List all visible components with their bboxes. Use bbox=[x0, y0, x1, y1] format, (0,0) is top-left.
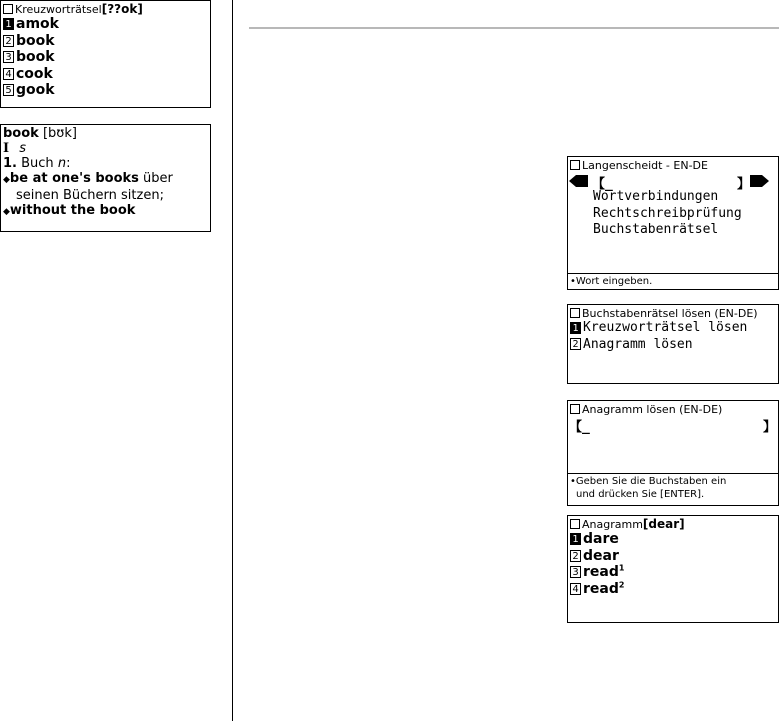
screen-title bbox=[568, 305, 778, 320]
menu-item-kreuzwortraetsel[interactable] bbox=[568, 320, 778, 337]
crossword-results-screen bbox=[0, 0, 211, 108]
query-label: [dear] bbox=[642, 516, 685, 531]
item-number: 3 bbox=[3, 51, 14, 63]
item-word: read bbox=[583, 580, 619, 597]
menu-item-wortverbindungen[interactable]: Wortverbindungen bbox=[593, 189, 719, 204]
puzzle-solver-screen bbox=[567, 304, 779, 384]
homograph-number: 1 bbox=[618, 563, 625, 573]
item-label: Kreuzworträtsel lösen bbox=[583, 320, 748, 335]
divider bbox=[568, 273, 778, 274]
item-number: 2 bbox=[570, 338, 581, 350]
input-close-bracket: 】 bbox=[737, 177, 751, 192]
entry-sense bbox=[3, 156, 208, 171]
headword: book bbox=[3, 126, 39, 141]
book-icon bbox=[570, 160, 580, 170]
item-word: cook bbox=[16, 65, 53, 82]
dictionary-entry-screen bbox=[0, 124, 211, 232]
status-hint-line-2: und drücken Sie [ENTER]. bbox=[576, 489, 705, 500]
entry-headline bbox=[3, 126, 208, 141]
screen-title bbox=[568, 157, 778, 172]
menu-item-rechtschreibpruefung[interactable]: Rechtschreibprüfung bbox=[593, 205, 742, 221]
title-label: Anagramm lösen (EN-DE) bbox=[582, 402, 723, 416]
list-item[interactable] bbox=[568, 531, 778, 548]
bullet-icon: ◆ bbox=[3, 207, 10, 217]
list-item[interactable] bbox=[568, 548, 778, 565]
phrase-bold: without the book bbox=[9, 203, 136, 218]
item-number: 4 bbox=[570, 583, 581, 595]
book-icon bbox=[570, 308, 580, 318]
phrase-continuation: seinen Büchern sitzen; bbox=[16, 188, 164, 203]
list-item[interactable] bbox=[568, 564, 778, 581]
sense-number: 1. bbox=[3, 156, 17, 171]
menu-item-anagramm[interactable] bbox=[568, 337, 778, 354]
colon: : bbox=[66, 156, 71, 171]
item-number: 2 bbox=[3, 35, 14, 47]
top-rule bbox=[249, 27, 779, 29]
query-label: [??ok] bbox=[101, 1, 143, 16]
item-word: gook bbox=[16, 82, 55, 98]
list-item[interactable] bbox=[1, 16, 210, 33]
sense-text: Buch bbox=[21, 156, 54, 171]
item-number: 4 bbox=[3, 68, 14, 80]
screen-title bbox=[1, 1, 210, 16]
arrow-right-icon[interactable] bbox=[762, 175, 769, 187]
phrase-rest: über bbox=[138, 171, 173, 186]
item-word: dare bbox=[583, 531, 619, 547]
anagram-results-screen bbox=[567, 515, 779, 623]
entry-phrase bbox=[3, 171, 208, 188]
search-input[interactable]: 【_ bbox=[592, 177, 613, 192]
item-number: 1 bbox=[570, 322, 581, 334]
status-hint-line-1: •Geben Sie die Buchstaben ein bbox=[570, 476, 727, 487]
item-number: 3 bbox=[570, 566, 581, 578]
bullet-icon: ◆ bbox=[3, 175, 10, 185]
list-item[interactable] bbox=[1, 66, 210, 83]
list-item[interactable] bbox=[1, 33, 210, 50]
column-divider bbox=[232, 0, 233, 721]
pronunciation: [bʊk] bbox=[42, 126, 77, 141]
title-label: Langenscheidt - EN-DE bbox=[582, 158, 708, 172]
title-label: Anagramm bbox=[582, 517, 643, 531]
langenscheidt-main-screen bbox=[567, 156, 779, 290]
arrow-right-bar bbox=[750, 175, 762, 187]
screen-title bbox=[568, 401, 778, 416]
item-word: book bbox=[16, 49, 55, 65]
status-hint: •Wort eingeben. bbox=[570, 276, 653, 287]
input-close-bracket: 】 bbox=[763, 420, 777, 435]
book-icon bbox=[3, 4, 13, 14]
anagram-input[interactable]: 【_ bbox=[569, 420, 590, 435]
phrase-bold: be at one's books bbox=[9, 171, 139, 186]
list-item[interactable] bbox=[1, 82, 210, 99]
title-label: Kreuzworträtsel bbox=[15, 2, 102, 16]
list-item[interactable] bbox=[568, 581, 778, 598]
anagram-input-row[interactable] bbox=[568, 416, 778, 433]
search-input-row[interactable] bbox=[568, 172, 778, 192]
arrow-left-icon[interactable] bbox=[569, 175, 576, 187]
entry-phrase bbox=[3, 203, 208, 220]
menu-item-buchstabenraetsel[interactable]: Buchstabenrätsel bbox=[593, 222, 719, 237]
homograph-number: 2 bbox=[618, 579, 625, 589]
item-word: book bbox=[16, 32, 55, 49]
item-number: 1 bbox=[570, 533, 581, 545]
list-item[interactable] bbox=[1, 49, 210, 66]
item-word: read bbox=[583, 564, 619, 580]
divider bbox=[568, 473, 778, 474]
gender: n bbox=[57, 156, 67, 171]
item-word: amok bbox=[16, 16, 59, 32]
entry-pos-line bbox=[3, 141, 208, 156]
roman-numeral: I bbox=[3, 141, 10, 156]
arrow-left-bar bbox=[576, 175, 588, 187]
book-icon bbox=[570, 519, 580, 529]
book-icon bbox=[570, 404, 580, 414]
screen-title bbox=[568, 516, 778, 531]
item-number: 5 bbox=[3, 84, 14, 96]
item-number: 1 bbox=[3, 18, 14, 30]
item-word: dear bbox=[583, 547, 619, 564]
title-label: Buchstabenrätsel lösen (EN-DE) bbox=[582, 306, 758, 320]
part-of-speech: s bbox=[19, 141, 27, 156]
item-label: Anagramm lösen bbox=[583, 336, 693, 352]
anagram-input-screen bbox=[567, 400, 779, 506]
item-number: 2 bbox=[570, 550, 581, 562]
